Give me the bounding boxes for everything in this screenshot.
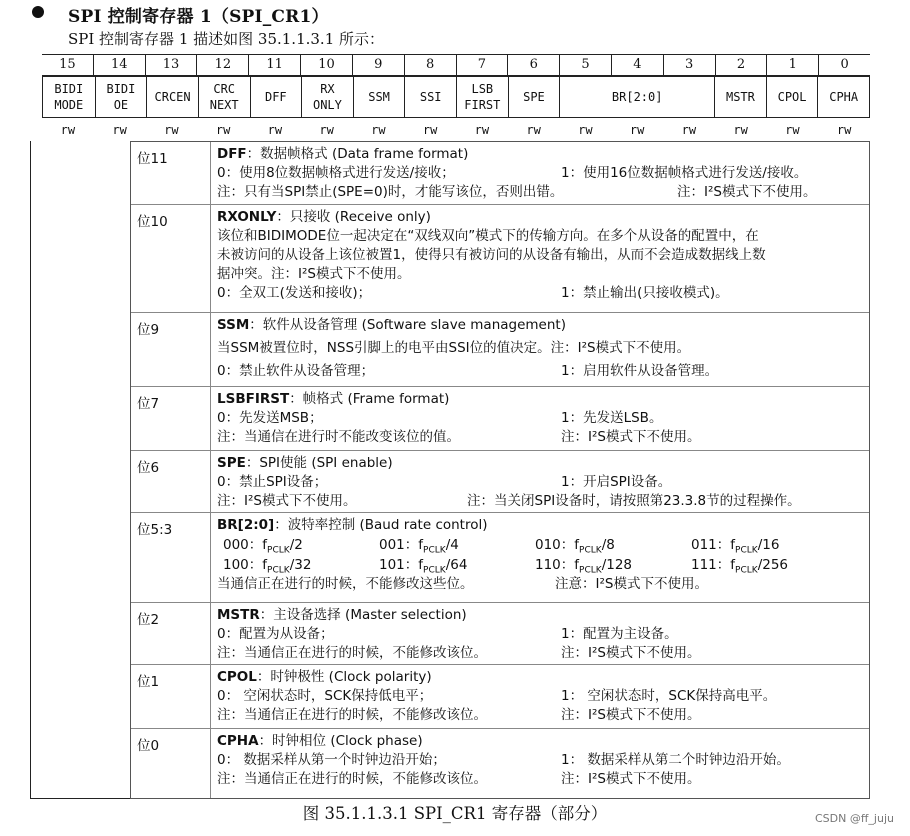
bit-position: 位11 — [131, 142, 211, 204]
field-ssi: SSI — [404, 77, 456, 117]
option-1: 1： 空闲状态时，SCK保持高电平。 — [561, 688, 777, 704]
baud-rate-101: 101：$f_{PCLK}/64$ — [379, 557, 468, 576]
option-0: 0：使用8位数据帧格式进行发送/接收； — [217, 165, 455, 181]
description-line: 该位和BIDIMODE位一起决定在“双线双向”模式下的传输方向。在多个从设备的配置中，在 — [217, 228, 759, 244]
row-br — [131, 512, 869, 602]
baud-rate-grid-row1 — [217, 535, 869, 555]
access-type: rw — [267, 123, 283, 137]
field-title: ：时钟极性 (Clock polarity) — [256, 669, 432, 685]
field-crcen: CRCEN — [146, 77, 198, 117]
field-title: ：数据帧格式 (Data frame format) — [246, 146, 469, 162]
note: 注：当通信正在进行的时候，不能修改该位。 — [217, 645, 487, 661]
note: 注：当通信正在进行的时候，不能修改该位。 — [217, 707, 487, 723]
bit-position: 位10 — [131, 205, 211, 312]
field-name: MSTR — [217, 607, 260, 623]
row-ssm — [131, 312, 869, 386]
note: 注：当通信正在进行的时候，不能修改该位。 — [217, 771, 487, 787]
bit-number: 1 — [766, 55, 818, 75]
bit-position: 位7 — [131, 387, 211, 450]
bit-position: 位6 — [131, 451, 211, 512]
access-type: rw — [112, 123, 127, 137]
access-type: rw — [681, 123, 697, 137]
section-heading: SPI 控制寄存器 1（SPI_CR1） — [68, 7, 329, 27]
access-type: rw — [319, 123, 334, 137]
access-type: rw — [215, 123, 231, 137]
baud-rate-100: 100：$f_{PCLK}/32$ — [223, 557, 312, 576]
option-1: 1：禁止输出(只接收模式)。 — [561, 285, 729, 301]
option-1: 1：使用16位数据帧格式进行发送/接收。 — [561, 165, 808, 181]
option-0: 0：禁止软件从设备管理； — [217, 363, 375, 379]
bit-number: 5 — [559, 55, 611, 75]
baud-rate-110: 110：$f_{PCLK}/128$ — [535, 557, 633, 576]
note: 注：当关闭SPI设备时，请按照第23.3.8节的过程操作。 — [467, 493, 801, 509]
row-spe — [131, 450, 869, 512]
baud-rate-011: 011：$f_{PCLK}/16$ — [691, 537, 780, 556]
access-type: rw — [422, 123, 438, 137]
bit-number: 2 — [715, 55, 767, 75]
note-i2s: 注：I²S模式下不使用。 — [677, 184, 817, 200]
note-i2s: 注：I²S模式下不使用。 — [561, 645, 701, 661]
field-name: BR[2:0] — [217, 517, 275, 533]
bit-number: 3 — [663, 55, 715, 75]
field-crcnext: CRC NEXT — [198, 77, 250, 117]
baud-rate-010: 010：$f_{PCLK}/8$ — [535, 537, 615, 556]
baud-rate-001: 001：$f_{PCLK}/4$ — [379, 537, 459, 556]
field-name: DFF — [217, 146, 247, 162]
bit-number: 11 — [248, 55, 300, 75]
row-dff — [131, 142, 869, 204]
bit-number: 14 — [93, 55, 145, 75]
row-lsbfirst — [131, 386, 869, 450]
access-type: rw — [785, 123, 800, 137]
bullet-icon — [32, 6, 44, 18]
baud-rate-grid-row2 — [217, 555, 869, 575]
field-title: ：主设备选择 (Master selection) — [259, 607, 467, 623]
option-1: 1： 数据采样从第二个时钟边沿开始。 — [561, 752, 790, 768]
bit-number: 13 — [145, 55, 197, 75]
baud-rate-000: 000：$f_{PCLK}/2$ — [223, 537, 303, 556]
access-row — [42, 121, 870, 139]
bit-number: 0 — [818, 55, 870, 75]
note: 注：只有当SPI禁止(SPE=0)时，才能写该位，否则出错。 — [217, 184, 564, 200]
field-title: ：时钟相位 (Clock phase) — [258, 733, 423, 749]
note-i2s: 注：I²S模式下不使用。 — [217, 493, 357, 509]
option-1: 1：先发送LSB。 — [561, 410, 663, 426]
watermark: CSDN @ff_juju — [815, 812, 894, 825]
baud-rate-111: 111：$f_{PCLK}/256$ — [691, 557, 789, 576]
note-i2s: 注：I²S模式下不使用。 — [561, 771, 701, 787]
bit-position: 位5:3 — [131, 513, 211, 602]
note: 当通信正在进行的时候，不能修改这些位。 — [217, 576, 474, 592]
field-name: CPOL — [217, 669, 257, 685]
description-line: 未被访问的从设备上该位被置1，使得只有被访问的从设备有输出，从而不会造成数据线上数 — [217, 247, 766, 263]
field-rxonly: RX ONLY — [301, 77, 353, 117]
option-0: 0：先发送MSB； — [217, 410, 323, 426]
option-0: 0： 空闲状态时，SCK保持低电平； — [217, 688, 433, 704]
field-title: ：波特率控制 (Baud rate control) — [274, 517, 488, 533]
access-type: rw — [60, 123, 76, 137]
register-field-row — [42, 76, 870, 118]
bit-number: 7 — [456, 55, 508, 75]
field-name: CPHA — [217, 733, 259, 749]
figure-caption: 图 35.1.1.3.1 SPI_CR1 寄存器（部分） — [302, 804, 608, 823]
option-0: 0：禁止SPI设备； — [217, 474, 328, 490]
bit-number: 12 — [196, 55, 248, 75]
field-title: ：只接收 (Receive only) — [276, 209, 431, 225]
bit-number: 8 — [404, 55, 456, 75]
access-type: rw — [164, 123, 179, 137]
field-bidimode: BIDI MODE — [54, 82, 84, 112]
access-type: rw — [526, 123, 541, 137]
bit-position: 位9 — [131, 313, 211, 386]
bit-position: 位0 — [131, 729, 211, 798]
description-line: 当SSM被置位时，NSS引脚上的电平由SSI位的值决定。注：I²S模式下不使用。 — [217, 340, 691, 356]
field-title: ：SPI使能 (SPI enable) — [245, 455, 393, 471]
access-type: rw — [836, 123, 852, 137]
bit-number: 15 — [59, 57, 76, 72]
option-1: 1：配置为主设备。 — [561, 626, 678, 642]
bit-number: 10 — [300, 55, 352, 75]
access-type: rw — [578, 123, 593, 137]
access-type: rw — [733, 123, 748, 137]
field-dff: DFF — [250, 77, 302, 117]
bit-position: 位2 — [131, 603, 211, 664]
note-i2s: 注：I²S模式下不使用。 — [561, 429, 701, 445]
field-bidioe: BIDI OE — [95, 77, 147, 117]
note-i2s: 注意：I²S模式下不使用。 — [555, 576, 708, 592]
note-i2s: 注：I²S模式下不使用。 — [561, 707, 701, 723]
field-br: BR[2:0] — [559, 77, 714, 117]
row-cpha — [131, 728, 869, 798]
row-rxonly — [131, 204, 869, 312]
option-0: 0：全双工(发送和接收)； — [217, 285, 372, 301]
bit-position: 位1 — [131, 665, 211, 728]
access-type: rw — [629, 123, 645, 137]
bit-number-row — [42, 54, 870, 76]
field-title: ：帧格式 (Frame format) — [289, 391, 450, 407]
field-spe: SPE — [508, 77, 560, 117]
field-lsbfirst: LSB FIRST — [456, 77, 508, 117]
field-name: SSM — [217, 317, 250, 333]
row-cpol — [131, 664, 869, 728]
option-0: 0：配置为从设备； — [217, 626, 334, 642]
bit-number: 9 — [352, 55, 404, 75]
field-name: LSBFIRST — [217, 391, 290, 407]
field-ssm: SSM — [353, 77, 405, 117]
intro-text: SPI 控制寄存器 1 描述如图 35.1.1.3.1 所示： — [68, 30, 385, 48]
bit-description-table — [130, 141, 870, 799]
access-type: rw — [474, 123, 490, 137]
description-line: 据冲突。注：I²S模式下不使用。 — [217, 266, 411, 282]
bit-number: 6 — [507, 55, 559, 75]
field-cpol: CPOL — [766, 77, 818, 117]
field-cpha: CPHA — [817, 77, 869, 117]
option-1: 1：启用软件从设备管理。 — [561, 363, 719, 379]
row-mstr — [131, 602, 869, 664]
field-mstr: MSTR — [714, 77, 766, 117]
option-0: 0： 数据采样从第一个时钟边沿开始； — [217, 752, 446, 768]
field-name: RXONLY — [217, 209, 277, 225]
access-type: rw — [371, 123, 386, 137]
field-name: SPE — [217, 455, 246, 471]
field-title: ：软件从设备管理 (Software slave management) — [249, 317, 566, 333]
note: 注：当通信在进行时不能改变该位的值。 — [217, 429, 460, 445]
bit-number: 4 — [611, 55, 663, 75]
option-1: 1：开启SPI设备。 — [561, 474, 672, 490]
